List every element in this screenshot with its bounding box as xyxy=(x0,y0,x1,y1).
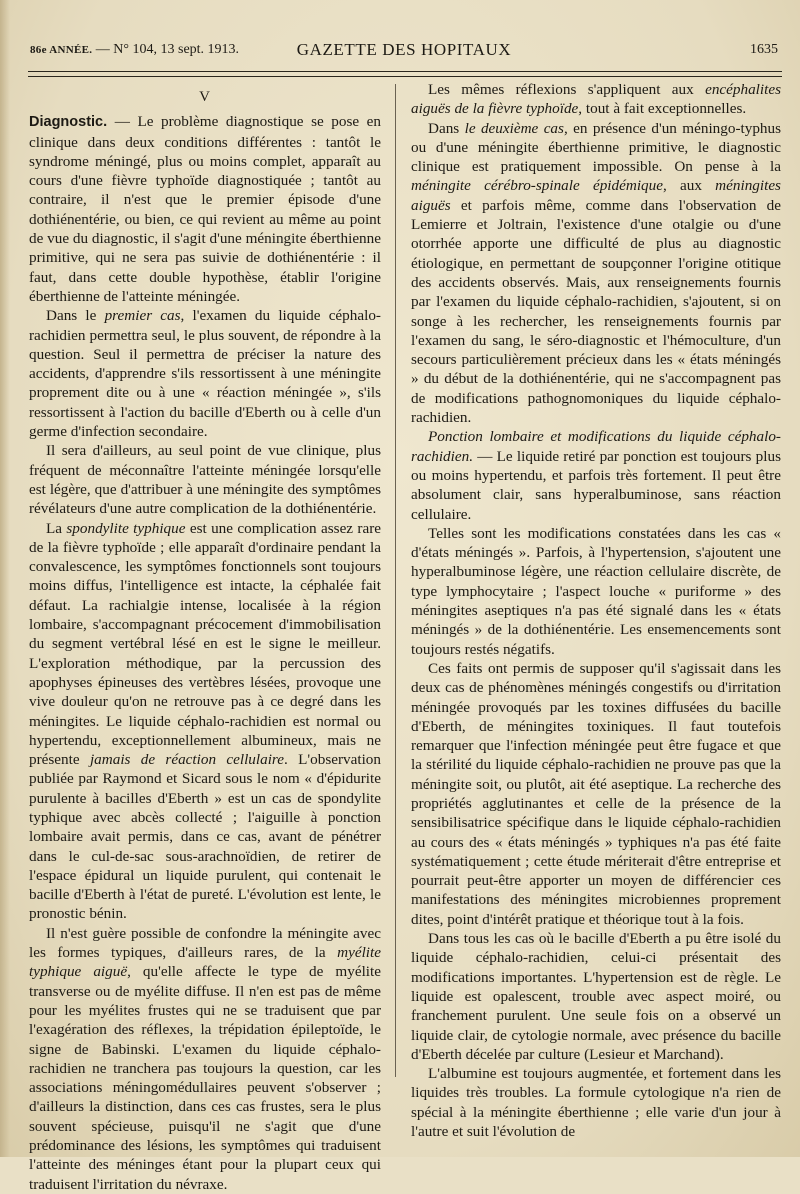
italic-text: spondylite typhique xyxy=(66,519,186,537)
header-number-date: — N° 104, 13 sept. 1913. xyxy=(95,42,240,57)
paragraph-text: Les mêmes réflexions s'appliquent aux xyxy=(428,81,706,98)
column-divider xyxy=(395,84,396,1077)
paragraph-text: , aux xyxy=(662,177,716,195)
italic-text: méningites aiguës xyxy=(411,177,781,214)
italic-text: méningite cérébro-spinale épidémique xyxy=(411,177,663,195)
paragraph-text: Dans xyxy=(428,119,465,137)
header-rule-thin xyxy=(28,76,782,77)
paragraph-text: , l'examen du liquide céphalo-rachidien permettra seul, le plus souvent, de répondre à la question. Seul il permettra de préciser la nature des accidents, d'apprendre s'ils ressortissent à une méningite proprement dite ou à une « réaction méningée », s'ils ressortissent à l'action du bacille d'Eberth ou à celle d'un germe d'infection secondaire. xyxy=(29,307,381,441)
paragraph-text: — Le liquide retiré par ponction est toujours plus ou moins hypertendu, et parfois très fortement. Il peut être absolument clair, sans hyperalbuminose, sans réaction cellulaire. xyxy=(411,447,781,523)
italic-text: premier cas xyxy=(104,307,181,325)
italic-text: le deuxième cas xyxy=(464,119,564,137)
paragraph xyxy=(411,80,781,119)
paragraph: Dans tous les cas où le bacille d'Eberth a pu être isolé du liquide céphalo-rachidien, celui-ci présentait des modifications importantes. L'hypertension est de règle. Le liquide est opalescent, trouble avec aspect moiré, ou franchement purulent. Une seule fois on a observé un liquide clair, de cytologie normale, avec présence du bacille d'Eberth décelée par culture (Lesieur et Marchand). xyxy=(411,930,781,1063)
paragraph-text: , qu'elle affecte le type de myélite transverse ou de myélite diffuse. Il n'en est pas de même pour les myélites frustes qui ne se traduisent que par l'exagération des réflexes, la trépidation épileptoïde, le signe de Babinski. L'examen du liquide céphalo-rachidien ne tranchera pas toujours la question, car les associations méningomédullaires peuvent s'observer ; d'ailleurs la distinction, dans ces cas frustes, sera le plus souvent spécieuse, puisqu'il ne s'agit que d'une prédominance des lésions, les symptômes qui traduisent l'atteinte des méninges étant pour la plupart ceux qui traduisent l'irritation du névraxe. xyxy=(29,963,381,1193)
paragraph: Il sera d'ailleurs, au seul point de vue clinique, plus fréquent de méconnaître l'atteinte méningée lorsqu'elle est légère, que d'attribuer à une méningite des symptômes révélateurs d'une autre complication de la dothiénentérie. xyxy=(29,442,381,518)
paragraph xyxy=(411,119,781,428)
paragraph: Ces faits ont permis de supposer qu'il s'agissait dans les deux cas de phénomènes méningés congestifs ou d'irritation méningée provoqués par les toxines diffusées du bacille d'Eberth, de méningites toxiniques. Il faut toutefois remarquer que l'infection méningée peut être fugace et que la stérilité du liquide céphalo-rachidien ne prouve pas que la méningite soit, ou plutôt, ait été aseptique. La recherche des propriétés agglutinantes et celle de la présence de la sensibilisatrice spécifique dans le liquide céphalo-rachidien au cours des « états méningés » typhiques n'a pas été faite systématiquement ; cette étude mériterait d'être entreprise et pourrait peut-être apporter un moyen de différencier ces manifestations des méningites microbiennes proprement dites, point d'intérêt pratique et théorique tout à la fois. xyxy=(411,659,781,928)
paragraph-text: , en présence d'un méningo-typhus ou d'une méningite éberthienne primitive, le diagnostic clinique est pratiquement impossible. On pense à la xyxy=(411,119,782,176)
right-column xyxy=(411,80,781,1141)
paragraph-text: La xyxy=(46,519,67,537)
paragraph-text: Il n'est guère possible de confondre la méningite avec les formes typiques, d'ailleurs rares, de la xyxy=(29,924,381,962)
header-journal-title: GAZETTE DES HOPITAUX xyxy=(296,40,512,59)
italic-text: myélite typhique aiguë xyxy=(29,944,381,981)
paragraph-diagnostic xyxy=(29,112,381,306)
paragraph xyxy=(29,306,381,441)
paragraph-text: est une complication assez rare de la fièvre typhoïde ; elle apparaît d'ordinaire pendant la convalescence, les symptômes fonctionnels sont toujours moins diffus, l'intelligence est intacte, la céphalée fait défaut. La rachialgie intense, localisée à la région lombaire, s'accompagnant précocement d'immobilisation du segment vertébral lésé en est le signe le meilleur. L'exploration méthodique, par la percussion des apophyses épineuses des vertèbres lésées, provoque une vive douleur qu'on ne retrouve pas à ce degré dans les méningites. Le liquide céphalo-rachidien est normal ou hypertendu, exceptionnellement albumineux, mais ne présente xyxy=(29,519,381,769)
section-number: V xyxy=(199,89,211,105)
paragraph-text: . L'observation publiée par Raymond et Sicard sous le nom « d'épidurite purulente à bacilles d'Eberth » est un cas de spondylite typhique avec abcès collecté ; l'aiguille à ponction lombaire avait permis, dans ce cas, avant de pénétrer dans le cul-de-sac sous-arachnoïdien, de retirer de l'espace épidural un liquide purulent, qui contenait le bacille d'Eberth à l'état de pureté. L'évolution est lente, le pronostic bénin. xyxy=(29,751,381,923)
paragraph-text: et parfois même, comme dans l'observation de Lemierre et Joltrain, l'existence d'une otalgie ou d'une otorrhée apporte une difficulté de plus au diagnostic étiologique, en permettant de soupçonner l'origine otitique des accidents observés. Mais, aux renseignements fournis par l'examen du liquide céphalo-rachidien, s'ajoutent, si on songe à les rechercher, les renseignements fournis par l'examen du sang, le séro-diagnostic et l'hémoculture, d'un secours particulièrement précieux dans les « états méningés » du début de la dothiénentérie, qui ne s'accompagnent pas de modifications pathognomoniques du liquide céphalo-rachidien. xyxy=(411,196,781,427)
paragraph-text: — Le problème diagnostique se pose en clinique dans deux conditions différentes : tantôt le syndrome méningé, plus ou moins complet, apparaît au cours d'une fièvre typhoïde diagnostiquée ; tantôt au contraire, il n'est que le premier épisode d'une dothiénentérie, ou bien, ce qui revient au même au point de vue du diagnostic, il s'agit d'une méningite éberthienne primitive, qui ne sera pas suivie de dothiénentérie : il faut, dans cette double hypothèse, établir l'origine éberthienne de l'atteinte méningée. xyxy=(29,113,381,305)
header-year: 86e ANNÉE. xyxy=(30,44,93,56)
run-in-heading: Diagnostic. xyxy=(29,114,108,131)
paragraph-text: , tout à fait exceptionnelles. xyxy=(578,100,747,118)
paragraph: L'albumine est toujours augmentée, et fortement dans les liquides très troubles. La formule cytologique n'a rien de spécial à la méningite éberthienne ; elle varie d'un jour à l'autre et suit l'évolution de xyxy=(411,1065,781,1141)
left-column xyxy=(29,78,381,1194)
italic-subheading: Ponction lombaire et modifications du liquide céphalo-rachidien. xyxy=(411,428,781,465)
paragraph xyxy=(29,519,381,924)
paragraph xyxy=(29,924,381,1194)
header-page-number: 1635 xyxy=(750,42,778,57)
italic-text: jamais de réaction cellulaire xyxy=(89,751,284,769)
running-header xyxy=(30,40,778,62)
page-edge-shadow xyxy=(0,0,10,1157)
header-rule-thick xyxy=(28,71,782,72)
italic-text: encéphalites aiguës de la fièvre typhoïde xyxy=(411,81,781,118)
paragraph xyxy=(411,427,781,523)
paragraph: Telles sont les modifications constatées dans les cas « d'états méningés ». Parfois, à l'hypertension, s'ajoutent une hyperalbuminose légère, une réaction cellulaire discrète, de type lymphocytaire ; l'aspect louche « puriforme » des méningites aseptiques n'a pas été signalé dans les « états méningés » de la dothiénentérie. Les ensemencements sont toujours restés négatifs. xyxy=(411,524,781,658)
paragraph-text: Dans le xyxy=(46,307,105,325)
